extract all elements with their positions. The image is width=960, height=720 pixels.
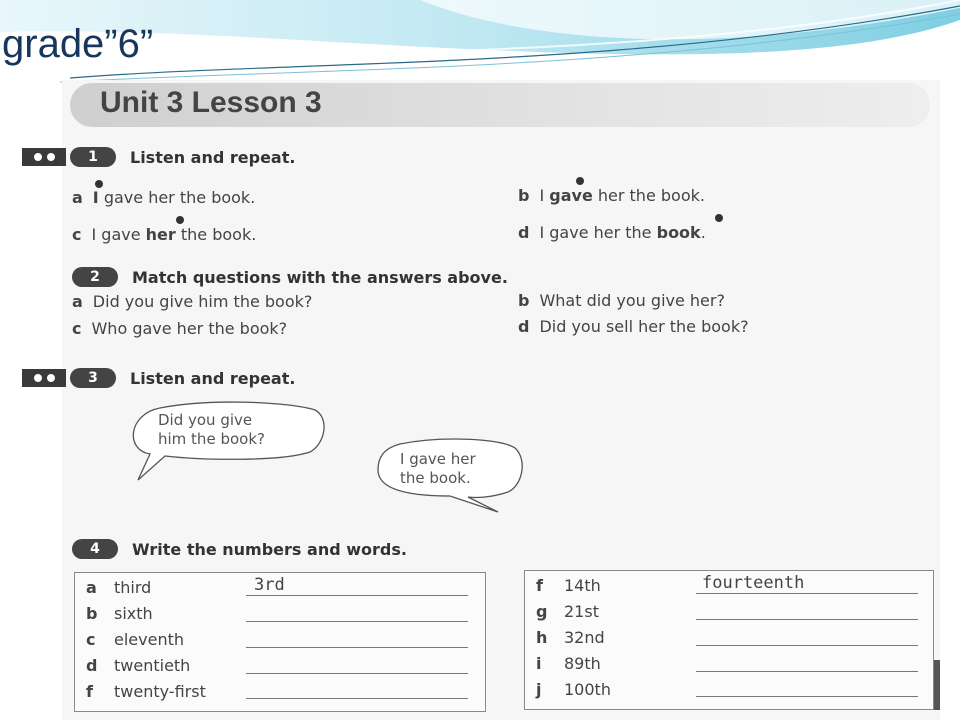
- stress-dot: [715, 214, 723, 222]
- section-number: 3: [70, 368, 116, 388]
- section-4-header: [72, 539, 407, 559]
- section-number: 1: [70, 147, 116, 167]
- section-title: Match questions with the answers above.: [132, 267, 508, 287]
- answer-line[interactable]: [246, 647, 468, 648]
- exercise-row: b sixth: [86, 604, 153, 623]
- section-title: Listen and repeat.: [130, 147, 296, 167]
- exercise-row: c eleventh: [86, 630, 184, 649]
- exercise-row: h 32nd: [536, 628, 605, 647]
- sentence-d: d I gave her the book.: [518, 223, 706, 242]
- exercise-row: f twenty-first: [86, 682, 206, 701]
- sentence-b: b I gave her the book.: [518, 186, 705, 205]
- sentence-c: c I gave her the book.: [72, 225, 257, 244]
- answer-line[interactable]: [246, 673, 468, 674]
- section-1-header: [22, 147, 295, 167]
- section-number: 2: [72, 267, 118, 287]
- speech-bubble-answer: I gave her the book.: [400, 450, 476, 487]
- section-number: 4: [72, 539, 118, 559]
- sentence-a: a I gave her the book.: [72, 188, 256, 207]
- cd-audio-icon: [22, 369, 66, 387]
- answer-line[interactable]: [696, 593, 918, 594]
- unit-title: Unit 3 Lesson 3: [100, 86, 322, 119]
- exercise-row: a third: [86, 578, 152, 597]
- section-title: Write the numbers and words.: [132, 539, 407, 559]
- answer-line[interactable]: [246, 595, 468, 596]
- answer-line[interactable]: [246, 621, 468, 622]
- section-2-header: [72, 267, 508, 287]
- question-a: a Did you give him the book?: [72, 292, 313, 311]
- page-edge-shadow: [934, 660, 940, 710]
- question-b: b What did you give her?: [518, 291, 725, 310]
- stress-dot: [95, 180, 103, 188]
- exercise-row: g 21st: [536, 602, 599, 621]
- exercise-row: j 100th: [536, 680, 611, 699]
- answer-line[interactable]: [696, 645, 918, 646]
- answer-line[interactable]: [696, 696, 918, 697]
- cd-audio-icon: [22, 148, 66, 166]
- section-title: Listen and repeat.: [130, 368, 296, 388]
- question-c: c Who gave her the book?: [72, 319, 288, 338]
- stress-dot: [176, 216, 184, 224]
- speech-bubble-question: Did you give him the book?: [158, 411, 265, 448]
- answer-line[interactable]: [246, 698, 468, 699]
- exercise-row: d twentieth: [86, 656, 191, 675]
- answer-line[interactable]: [696, 619, 918, 620]
- exercise-row: i 89th: [536, 654, 601, 673]
- stress-dot: [576, 177, 584, 185]
- exercise-row: f 14th: [536, 576, 601, 595]
- answer-line[interactable]: [696, 671, 918, 672]
- section-3-header: [22, 368, 295, 388]
- grade-heading: grade”6”: [2, 22, 154, 66]
- answer-text: fourteenth: [702, 573, 805, 593]
- question-d: d Did you sell her the book?: [518, 317, 749, 336]
- answer-text: 3rd: [254, 575, 285, 595]
